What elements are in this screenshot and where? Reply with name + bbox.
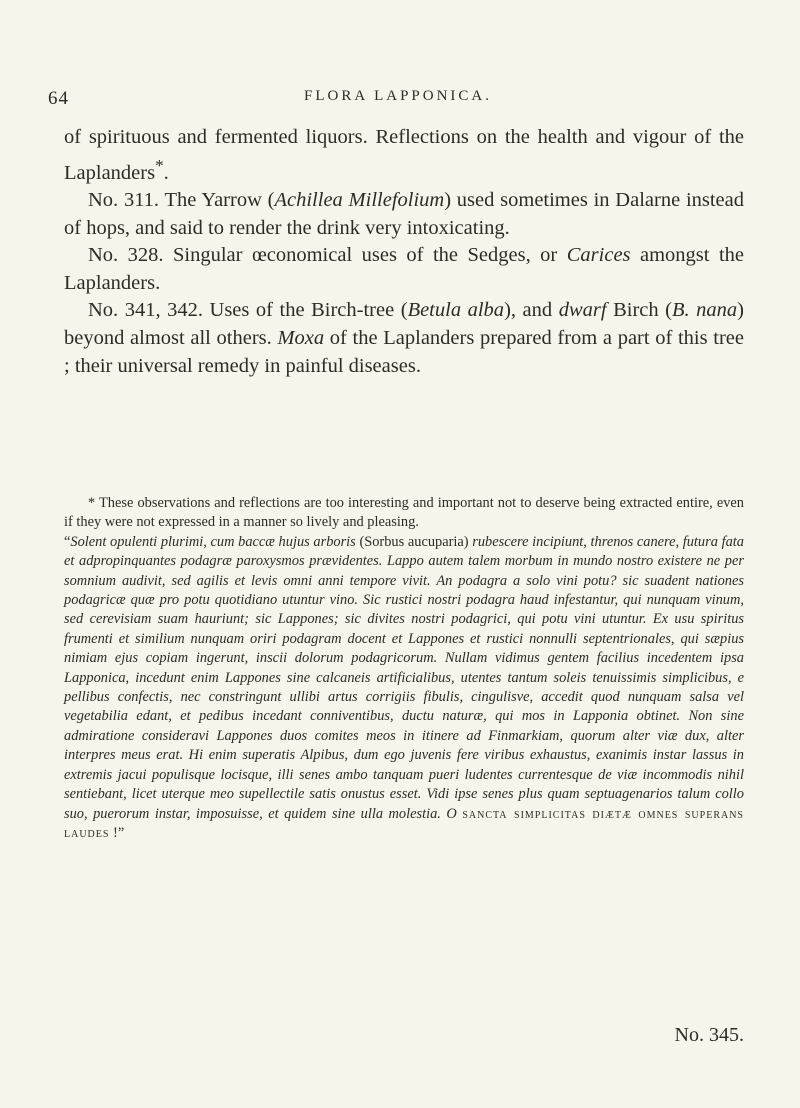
footnote-intro: * These observations and reflections are too interesting and important not to deserve being extracted entire, even if they were not expressed in a manner so lively and pleasing. [64,495,744,531]
page-number: 64 [48,88,69,109]
main-text [64,124,744,380]
small-caps-phrase: sancta simplicitas diætæ omnes superans laudes [64,805,744,841]
footnote-marker: * [155,155,164,175]
paragraph-no-328: No. 328. Singular œconomical uses of the Sedges, or Carices amongst the Laplanders. [64,244,745,294]
paragraph-continuation: of spirituous and fermented liquors. Reflections on the health and vigour of the Laplanders*. [64,126,744,184]
species-name: B. nana [671,299,738,322]
page-header [48,88,748,112]
footnote [64,494,744,843]
species-name: Achillea Millefolium [274,189,445,212]
paragraph-no-341: No. 341, 342. Uses of the Birch-tree (Betula alba), and dwarf Birch (B. nana) beyond almost all others. Moxa of the Laplanders prepared from a part of this tree ; their universal remedy in painful diseases. [64,299,745,377]
species-name: Betula alba [407,299,505,322]
genus-name: Carices [566,244,631,267]
footnote-latin-quote: “Solent opulenti plurimi, cum baccæ hujus arboris (Sorbus aucuparia) rubescere incipiunt, threnos canere, futura fata et adpropinquantes podagræ paroxysmos prævidentes. Lappo autem talem morbum in mundo nostro existere ne per somnium audivit, sed agilis et levis omni anni tempore vivit. An podagra a solo vini potu? sic suadent nationes podagricæ quæ pro potu quotidiano utuntur vino. Sic rustici nostri podagra haud infestantur, qui nunquam vinum, sed cerevisiam suam hauriunt; sic Lappones; sic divites nostri podagrici, qui potu vini utuntur. Ex usu spiritus frumenti et similium nunquam oriri podagram docent et Lappones et rustici nonnulli septentrionales, qui sæpius nimiam ejus copiam ingerunt, inscii dolorum podagricorum. Nullam vidimus gentem facilius incedentem ipsa Lapponica, incedunt enim Lappones sine calcaneis artificialibus, utentes tantum soleis tenuissimis simplicibus, e pellibus confectis, nec constringunt ullibi artus corrigiis fibulis, cingulisve, accedit quod nunquam salsa vel vegetabilia edant, et pedibus incedant conniventibus, ductu naturæ, qui mos in Lapponia obtinet. Non sine admiratione consideravi Lappones duos comites meos in itinere ad Finmarkiam, quorum alter viæ dux, alter interpres meus erat. Hi enim superatis Alpibus, dum ego juvenis fere viribus exhaustus, exanimis instar lassus in extremis jacui populisque locisque, illi senes ambo tanquam pueri ludentes currentesque de viæ incommodis nihil sentiebant, licet uterque meo supellectile satis onustus esset. Vidi ipse senes plus quam septuagenarios talum collo suo, puerorum instar, imposuisse, et quidem sine ulla molestia. O sancta simplicitas diætæ omnes superans laudes !” [64,533,744,841]
paragraph-no-311: No. 311. The Yarrow (Achillea Millefolium) used sometimes in Dalarne instead of hops, and said to render the drink very intoxicating. [64,189,745,239]
catchword: No. 345. [674,1024,744,1046]
running-title: FLORA LAPPONICA. [303,88,493,104]
